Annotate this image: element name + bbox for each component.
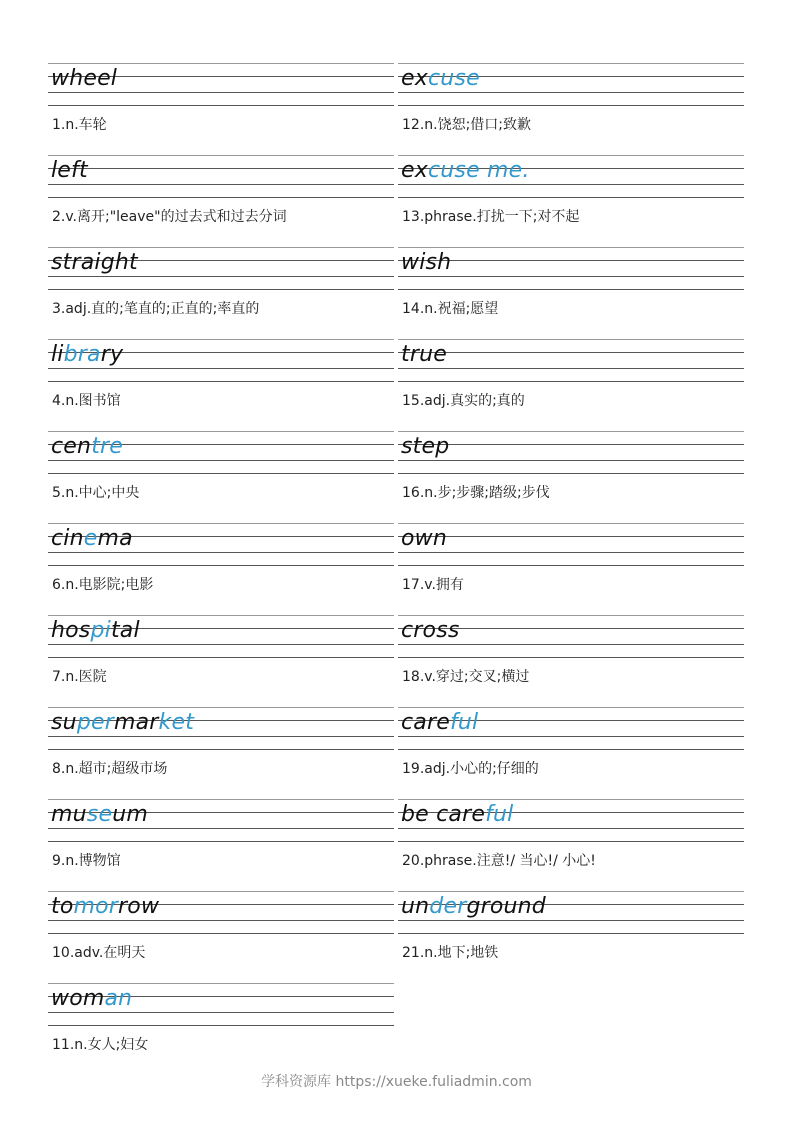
- vocab-word: [51, 893, 159, 921]
- vocab-word: [51, 341, 123, 369]
- vocab-definition: 16.n.步;步骤;踏级;步伐: [402, 485, 550, 501]
- word-syllable: mar: [113, 710, 159, 735]
- ruling-line: [48, 933, 394, 934]
- vocab-entry: [48, 155, 394, 247]
- word-syllable: ma: [97, 526, 133, 551]
- word-syllable: ex: [401, 158, 428, 183]
- vocab-definition: 9.n.博物馆: [52, 853, 121, 869]
- ruling-line: [398, 615, 744, 616]
- ruling-line: [398, 381, 744, 382]
- word-syllable: ry: [100, 342, 124, 367]
- vocab-entry: [398, 431, 744, 523]
- vocab-entry: [48, 247, 394, 339]
- word-syllable: left: [51, 158, 88, 183]
- word-syllable-highlight: cuse: [427, 66, 480, 91]
- ruling-line: [398, 197, 744, 198]
- vocab-word: [401, 709, 478, 737]
- ruling-line: [48, 381, 394, 382]
- vocab-word: [51, 525, 133, 553]
- word-syllable-highlight: cuse me.: [427, 158, 530, 183]
- ruling-line: [398, 105, 744, 106]
- vocab-definition: 2.v.离开;"leave"的过去式和过去分词: [52, 209, 287, 225]
- word-syllable: wheel: [51, 66, 118, 91]
- vocab-word: [401, 433, 449, 461]
- ruling-line: [48, 983, 394, 984]
- word-syllable: wom: [51, 986, 105, 1011]
- word-syllable: mu: [51, 802, 87, 827]
- vocab-entry: [398, 247, 744, 339]
- ruling-line: [398, 799, 744, 800]
- ruling-line: [398, 431, 744, 432]
- vocab-definition: 15.adj.真实的;真的: [402, 393, 525, 409]
- word-syllable-highlight: ket: [158, 710, 195, 735]
- ruling-line: [48, 799, 394, 800]
- word-syllable: step: [401, 434, 450, 459]
- word-syllable-highlight: bra: [63, 342, 101, 367]
- vocab-entry: [398, 799, 744, 891]
- word-syllable: care: [401, 710, 450, 735]
- ruling-line: [48, 247, 394, 248]
- ruling-line: [398, 841, 744, 842]
- vocab-entry: [48, 431, 394, 523]
- vocab-entry: [48, 891, 394, 983]
- vocab-entry: [48, 983, 394, 1075]
- vocab-word: [51, 801, 148, 829]
- vocab-entry: [398, 155, 744, 247]
- word-syllable-highlight: ful: [485, 802, 514, 827]
- word-syllable-highlight: e: [83, 526, 98, 551]
- ruling-line: [398, 707, 744, 708]
- word-syllable: cen: [51, 434, 92, 459]
- ruling-line: [398, 155, 744, 156]
- ruling-line: [398, 368, 744, 369]
- vocab-word: [401, 157, 530, 185]
- word-syllable: true: [401, 342, 447, 367]
- ruling-line: [48, 749, 394, 750]
- vocab-entry: [398, 339, 744, 431]
- vocab-word: [51, 985, 132, 1013]
- vocab-entry: [398, 707, 744, 799]
- vocab-definition: 21.n.地下;地铁: [402, 945, 499, 961]
- ruling-line: [398, 523, 744, 524]
- word-syllable: straight: [51, 250, 138, 275]
- ruling-line: [48, 841, 394, 842]
- vocab-definition: 12.n.饶恕;借口;致歉: [402, 117, 532, 133]
- ruling-line: [48, 197, 394, 198]
- ruling-line: [48, 431, 394, 432]
- ruling-line: [48, 289, 394, 290]
- vocab-definition: 1.n.车轮: [52, 117, 107, 133]
- vocab-definition: 4.n.图书馆: [52, 393, 121, 409]
- word-syllable-highlight: se: [86, 802, 113, 827]
- ruling-line: [48, 473, 394, 474]
- word-syllable-highlight: ful: [449, 710, 479, 735]
- vocab-entry: [398, 615, 744, 707]
- vocab-word: [401, 617, 460, 645]
- ruling-line: [398, 339, 744, 340]
- ruling-line: [398, 247, 744, 248]
- ruling-line: [398, 444, 744, 445]
- word-syllable-highlight: mor: [73, 894, 119, 919]
- ruling-line: [48, 63, 394, 64]
- vocab-word: [51, 709, 194, 737]
- ruling-line: [398, 63, 744, 64]
- vocab-definition: 7.n.医院: [52, 669, 107, 685]
- ruling-line: [398, 536, 744, 537]
- vocab-definition: 8.n.超市;超级市场: [52, 761, 168, 777]
- ruling-line: [48, 339, 394, 340]
- vocab-definition: 18.v.穿过;交叉;横过: [402, 669, 530, 685]
- ruling-line: [398, 289, 744, 290]
- word-syllable-highlight: pi: [90, 618, 111, 643]
- ruling-line: [48, 657, 394, 658]
- word-syllable: to: [51, 894, 74, 919]
- vocab-definition: 5.n.中心;中央: [52, 485, 140, 501]
- vocab-definition: 19.adj.小心的;仔细的: [402, 761, 539, 777]
- vocab-word: [51, 65, 117, 93]
- vocab-entry: [48, 615, 394, 707]
- vocab-entry: [48, 523, 394, 615]
- word-syllable: su: [51, 710, 77, 735]
- vocab-entry: [48, 707, 394, 799]
- ruling-line: [48, 155, 394, 156]
- word-syllable-highlight: an: [104, 986, 133, 1011]
- ruling-line: [398, 552, 744, 553]
- vocab-definition: 10.adv.在明天: [52, 945, 146, 961]
- word-syllable-highlight: der: [429, 894, 467, 919]
- ruling-line: [48, 523, 394, 524]
- vocab-entry: [48, 63, 394, 155]
- vocab-word: [401, 249, 451, 277]
- vocab-word: [51, 157, 88, 185]
- word-syllable: um: [112, 802, 148, 827]
- ruling-line: [398, 933, 744, 934]
- vocab-entry: [48, 339, 394, 431]
- vocab-word: [51, 617, 140, 645]
- vocab-definition: 14.n.祝福;愿望: [402, 301, 499, 317]
- word-syllable: un: [401, 894, 430, 919]
- ruling-line: [48, 168, 394, 169]
- vocab-word: [51, 433, 123, 461]
- ruling-line: [398, 657, 744, 658]
- ruling-line: [398, 473, 744, 474]
- ruling-line: [398, 352, 744, 353]
- vocab-word: [401, 893, 546, 921]
- word-syllable: cross: [401, 618, 460, 643]
- vocab-entry: [398, 523, 744, 615]
- vocab-definition: 3.adj.直的;笔直的;正直的;率直的: [52, 301, 260, 317]
- footer-text: 学科资源库 https://xueke.fuliadmin.com: [261, 1074, 532, 1090]
- ruling-line: [48, 891, 394, 892]
- ruling-line: [48, 565, 394, 566]
- ruling-line: [398, 891, 744, 892]
- vocab-word: [401, 525, 447, 553]
- word-syllable-highlight: tre: [91, 434, 123, 459]
- word-syllable: wish: [401, 250, 452, 275]
- ruling-line: [398, 565, 744, 566]
- word-syllable: cin: [51, 526, 84, 551]
- vocab-definition: 6.n.电影院;电影: [52, 577, 154, 593]
- ruling-line: [48, 1025, 394, 1026]
- vocab-definition: 17.v.拥有: [402, 577, 464, 593]
- vocab-definition: 11.n.女人;妇女: [52, 1037, 149, 1053]
- word-syllable: hos: [51, 618, 91, 643]
- word-syllable-highlight: per: [76, 710, 114, 735]
- word-syllable: ex: [401, 66, 428, 91]
- ruling-line: [48, 615, 394, 616]
- vocab-word: [401, 801, 513, 829]
- vocab-word: [401, 65, 480, 93]
- word-syllable: own: [401, 526, 447, 551]
- ruling-line: [398, 460, 744, 461]
- vocab-definition: 13.phrase.打扰一下;对不起: [402, 209, 580, 225]
- word-syllable: be care: [401, 802, 486, 827]
- vocab-definition: 20.phrase.注意!/ 当心!/ 小心!: [402, 853, 596, 869]
- word-syllable: row: [118, 894, 160, 919]
- vocab-word: [51, 249, 138, 277]
- ruling-line: [398, 749, 744, 750]
- word-syllable: li: [51, 342, 64, 367]
- vocab-entry: [398, 891, 744, 983]
- ruling-line: [48, 707, 394, 708]
- ruling-line: [48, 105, 394, 106]
- word-syllable: ground: [466, 894, 546, 919]
- ruling-line: [48, 184, 394, 185]
- vocab-entry: [398, 63, 744, 155]
- word-syllable: tal: [110, 618, 140, 643]
- vocab-entry: [48, 799, 394, 891]
- vocab-word: [401, 341, 447, 369]
